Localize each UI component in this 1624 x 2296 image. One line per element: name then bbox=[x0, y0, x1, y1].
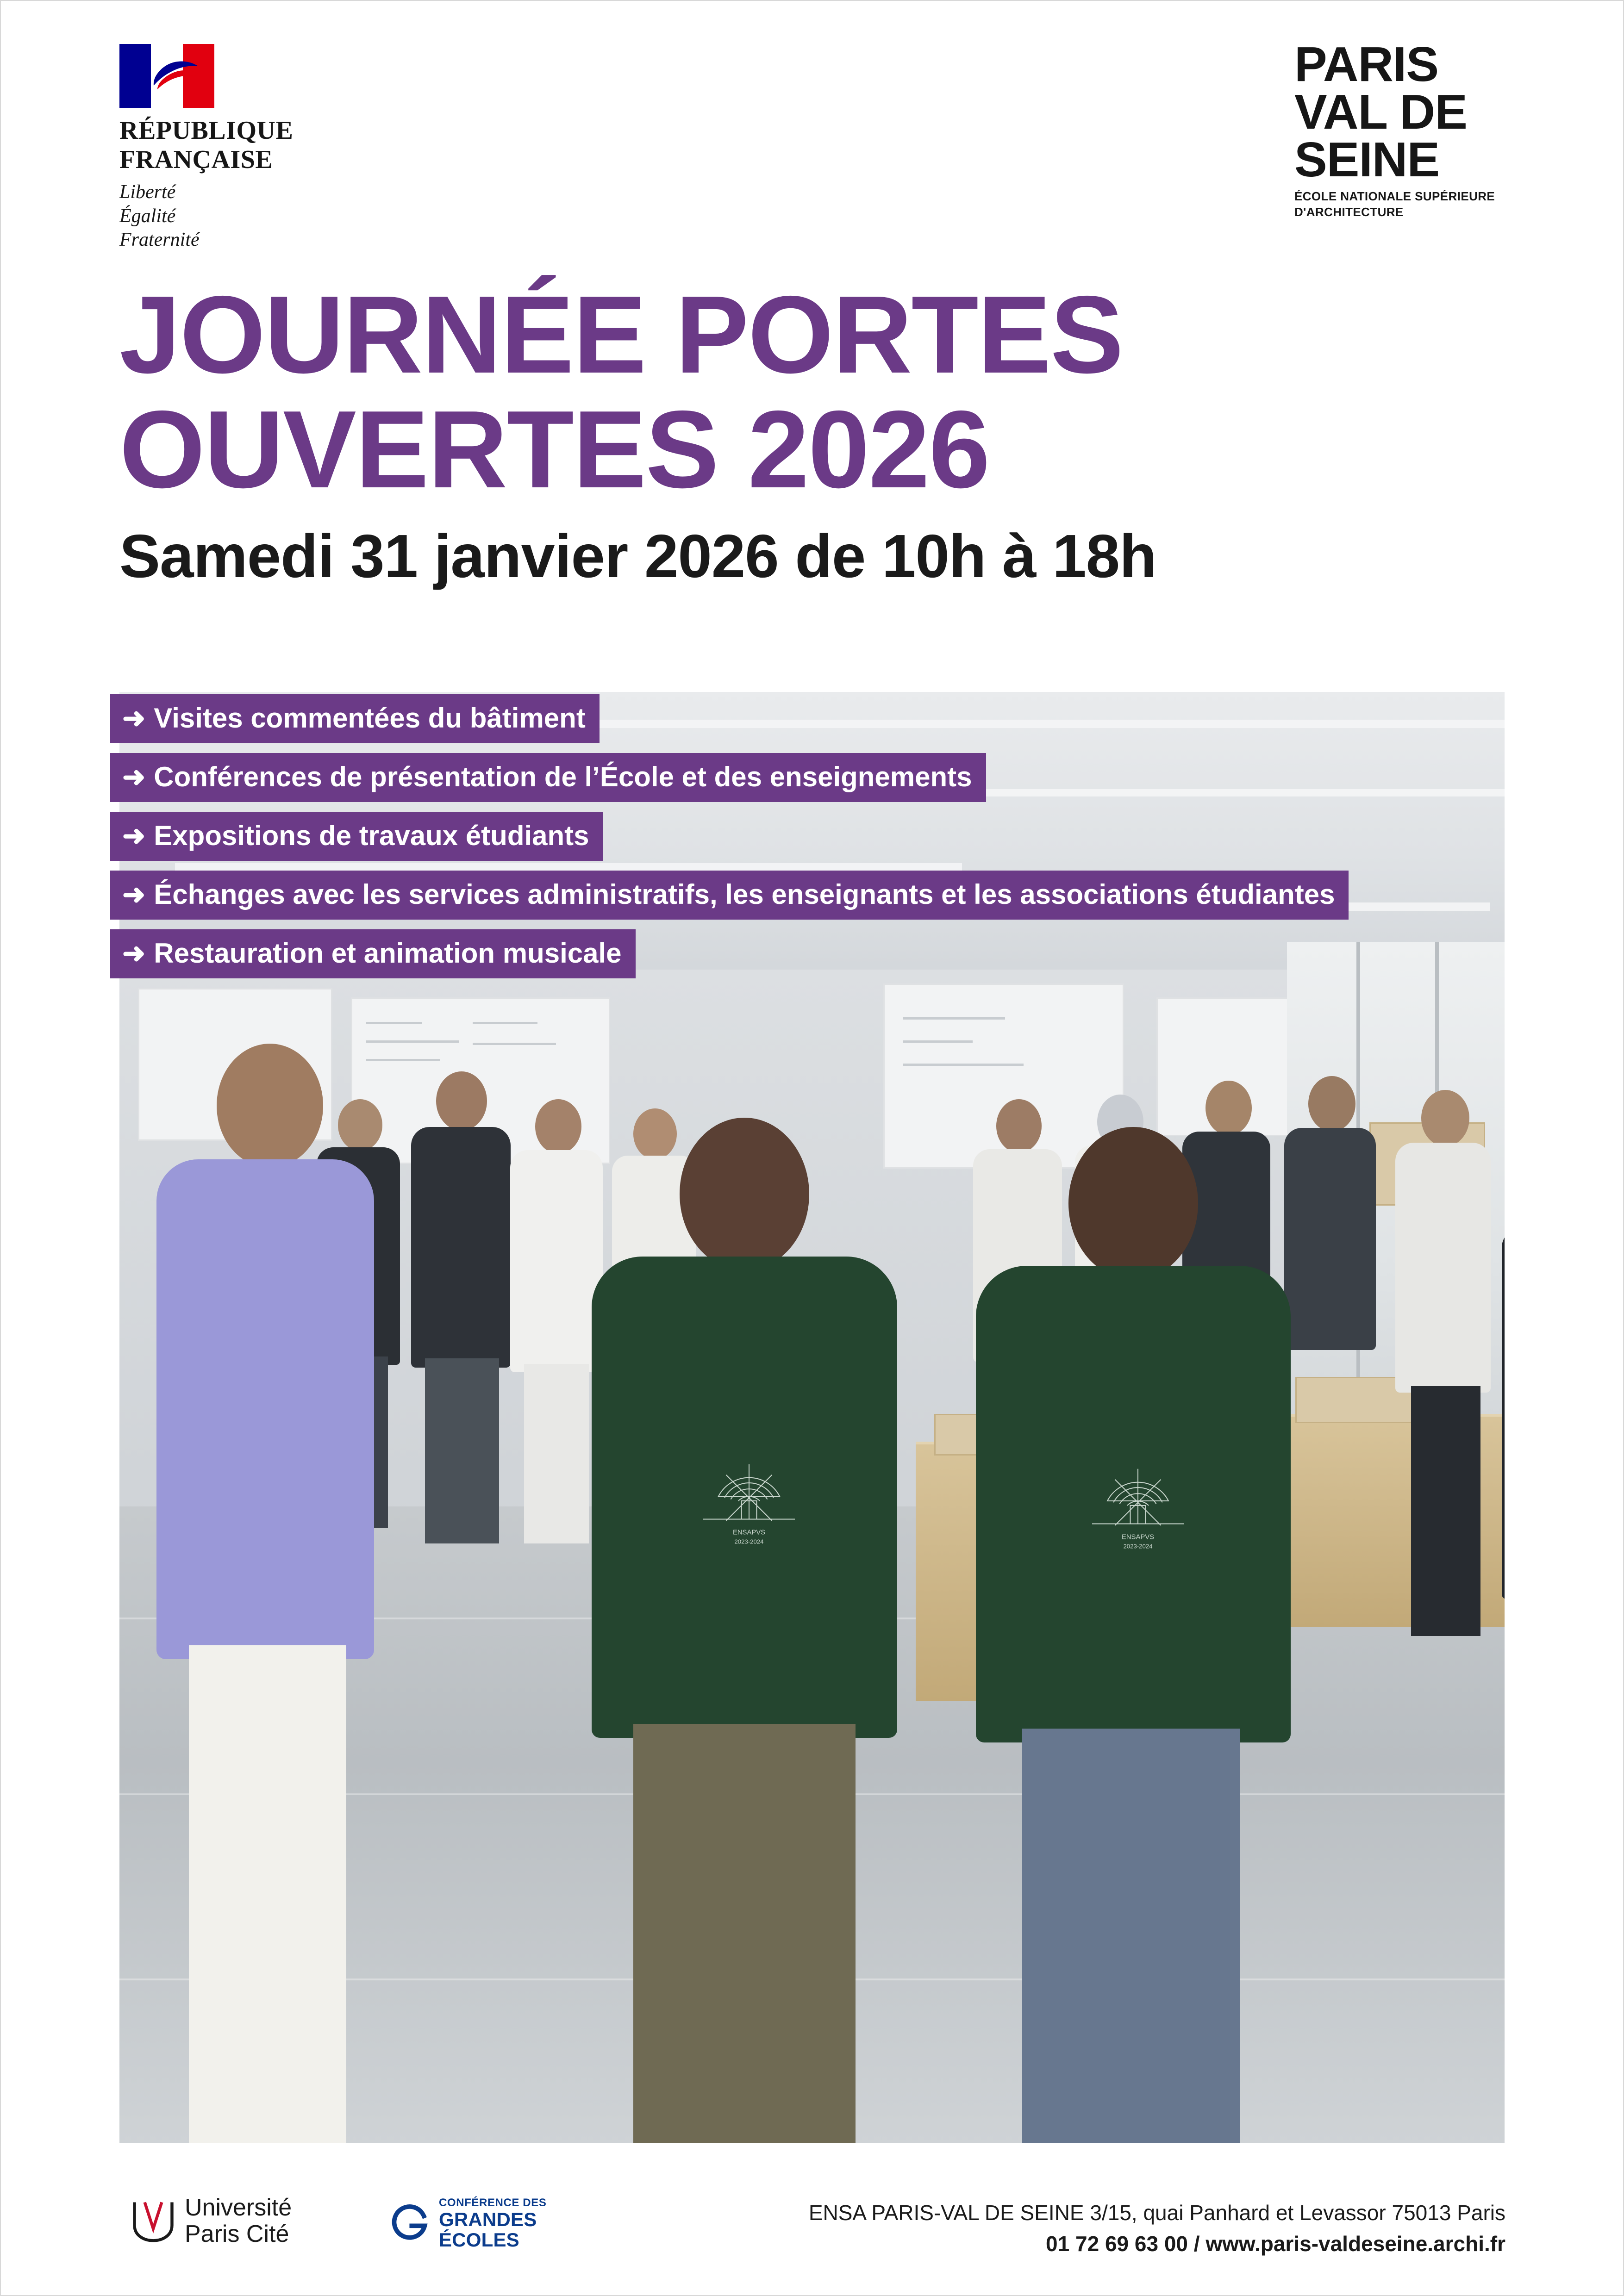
ensa-logo-sub2: D'ARCHITECTURE bbox=[1294, 205, 1404, 219]
list-item bbox=[110, 871, 1527, 929]
list-item bbox=[110, 753, 1527, 812]
paris-cite-mark-icon bbox=[132, 2199, 175, 2243]
title-block bbox=[119, 274, 1508, 591]
cge-line-small: CONFÉRENCE DES bbox=[439, 2196, 547, 2209]
hoodie-graphic bbox=[1062, 1409, 1214, 1562]
republic-name bbox=[119, 116, 379, 174]
program-item-label: Échanges avec les services administratifs, les enseignants et les associations étudiantes bbox=[154, 879, 1335, 910]
contact-info bbox=[809, 2197, 1505, 2259]
ensa-logo-line2: VAL DE bbox=[1294, 84, 1467, 139]
ensa-logo-line3: SEINE bbox=[1294, 132, 1440, 187]
motto-egalite: Égalité bbox=[119, 205, 176, 227]
paris-cite-label bbox=[185, 2195, 292, 2247]
hoodie-label-school: ENSAPVS bbox=[1121, 1533, 1155, 1541]
program-item bbox=[110, 871, 1349, 920]
program-item-label: Expositions de travaux étudiants bbox=[154, 820, 589, 851]
visitor-person bbox=[1499, 1090, 1505, 1793]
program-item-label: Restauration et animation musicale bbox=[154, 938, 622, 969]
program-item bbox=[110, 753, 986, 802]
cge-mark-icon bbox=[389, 2203, 430, 2244]
arrow-icon: ➜ bbox=[122, 879, 146, 910]
visitor-person bbox=[1393, 1090, 1494, 1636]
arrow-icon: ➜ bbox=[122, 820, 146, 851]
hoodie-graphic bbox=[673, 1405, 825, 1557]
ensa-logo-line1: PARIS bbox=[1294, 37, 1439, 92]
ensa-logo-sub1: ÉCOLE NATIONALE SUPÉRIEURE bbox=[1294, 189, 1495, 204]
contact-phone-website[interactable]: 01 72 69 63 00 / www.paris-valdeseine.archi.fr bbox=[1046, 2231, 1505, 2256]
hoodie-label-year: 2023-2024 bbox=[1123, 1543, 1153, 1550]
list-item bbox=[110, 812, 1527, 871]
cge-label bbox=[439, 2196, 546, 2250]
paris-cite-line1: Université bbox=[185, 2194, 292, 2221]
list-item bbox=[110, 694, 1527, 753]
arrow-icon: ➜ bbox=[122, 938, 146, 969]
marianne-icon bbox=[148, 50, 208, 100]
foreground-student-right bbox=[967, 1127, 1300, 2143]
arrow-icon: ➜ bbox=[122, 761, 146, 792]
conference-grandes-ecoles-logo bbox=[389, 2196, 546, 2250]
program-item bbox=[110, 812, 603, 861]
poster-footer bbox=[0, 2171, 1624, 2296]
cge-line-big2: ÉCOLES bbox=[439, 2228, 519, 2251]
paris-cite-line2: Paris Cité bbox=[185, 2221, 289, 2248]
program-item-label: Visites commentées du bâtiment bbox=[154, 703, 586, 734]
republic-motto bbox=[119, 180, 379, 252]
arrow-icon: ➜ bbox=[122, 703, 146, 734]
event-date-subtitle: Samedi 31 janvier 2026 de 10h à 18h bbox=[119, 522, 1156, 591]
program-list bbox=[110, 694, 1527, 988]
motto-fraternite: Fraternité bbox=[119, 229, 200, 250]
hoodie-label-year: 2023-2024 bbox=[734, 1538, 764, 1545]
hoodie-label-school: ENSAPVS bbox=[732, 1529, 766, 1537]
republic-line2: FRANÇAISE bbox=[119, 145, 273, 174]
motto-liberte: Liberté bbox=[119, 181, 176, 203]
program-item bbox=[110, 929, 636, 978]
republic-line1: RÉPUBLIQUE bbox=[119, 116, 294, 145]
foreground-student-center bbox=[582, 1118, 906, 2143]
universite-paris-cite-logo bbox=[132, 2195, 292, 2247]
program-item bbox=[110, 694, 600, 743]
ensa-paris-val-de-seine-logo bbox=[1294, 37, 1507, 220]
page-title-line2: OUVERTES 2026 bbox=[119, 388, 989, 511]
list-item bbox=[110, 929, 1527, 988]
foreground-person-left bbox=[147, 1044, 388, 2143]
french-flag-icon bbox=[119, 44, 214, 108]
contact-address: ENSA PARIS-VAL DE SEINE 3/15, quai Panhard et Levassor 75013 Paris bbox=[808, 2201, 1505, 2225]
page-title-line1: JOURNÉE PORTES bbox=[119, 274, 1123, 396]
visitor-person bbox=[406, 1071, 513, 1534]
cge-line-big1: GRANDES bbox=[439, 2208, 537, 2230]
poster-header bbox=[0, 0, 1624, 268]
republique-francaise-logo bbox=[119, 44, 379, 252]
program-item-label: Conférences de présentation de l’École et des enseignements bbox=[154, 761, 972, 792]
